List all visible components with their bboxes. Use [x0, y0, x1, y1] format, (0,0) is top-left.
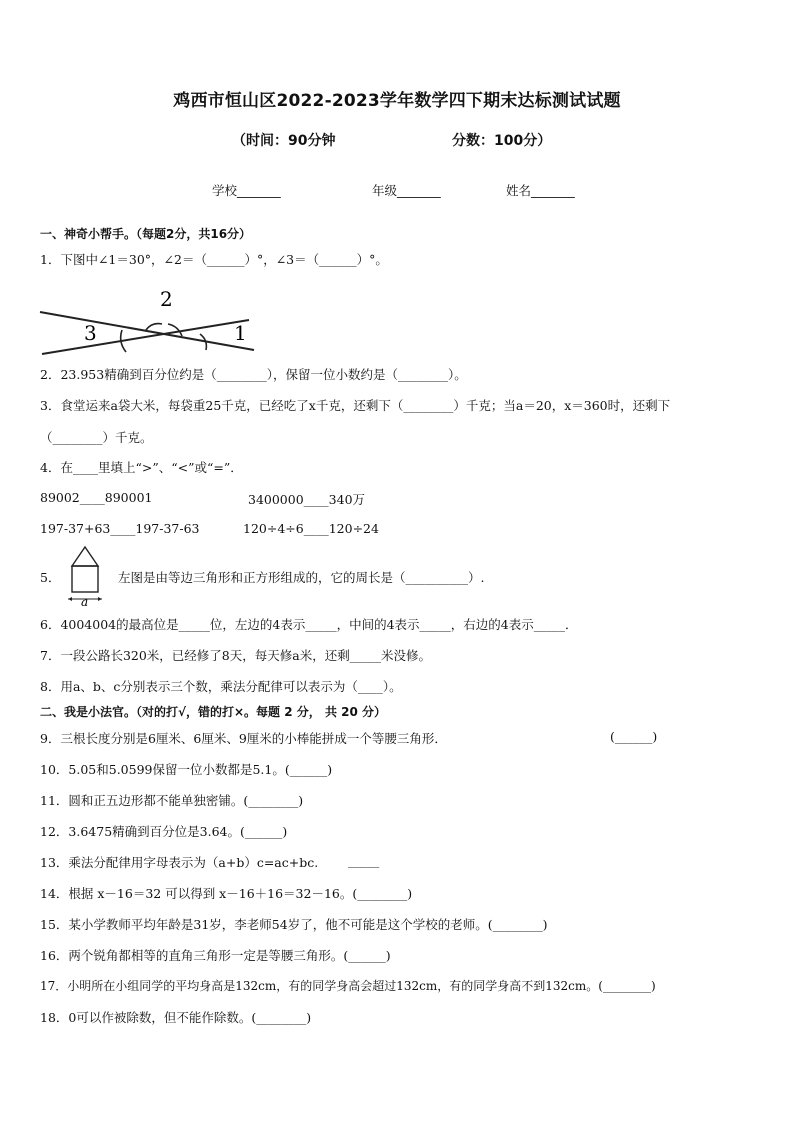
dimension-arrow-right — [98, 597, 102, 601]
arc-angle-2-left — [146, 324, 162, 330]
question-5-number: 5． — [40, 570, 61, 585]
question-18: 18．0可以作被除数，但不能作除数。(________) — [40, 1010, 312, 1025]
name-field: 姓名_______ — [506, 183, 575, 198]
question-9-blank: (______) — [610, 729, 658, 744]
dimension-arrow-left — [68, 597, 72, 601]
question-4-compare-b: 3400000____340万 — [248, 492, 366, 507]
diagram-line-a — [40, 312, 254, 350]
question-11: 11．圆和正五边形都不能单独密铺。(________) — [40, 793, 304, 808]
question-7: 7．一段公路长320米，已经修了8天，每天修a米，还剩_____米没修。 — [40, 648, 431, 663]
arc-angle-1 — [200, 334, 206, 350]
question-1: 1．下图中∠1＝30°，∠2＝（______）°，∠3＝（______）°。 — [40, 252, 388, 267]
school-field: 学校_______ — [212, 183, 281, 198]
side-label-a: a — [81, 595, 89, 608]
triangle-square-figure — [64, 544, 112, 608]
question-3-line1: 3．食堂运来a袋大米，每袋重25千克，已经吃了x千克，还剩下（________）千克；当a＝20，x＝360时，还剩下 — [40, 398, 671, 413]
question-14: 14．根据 x－16＝32 可以得到 x－16＋16＝32－16。(________) — [40, 886, 413, 901]
question-4: 4．在____里填上“>”、“<”或“=”． — [40, 460, 243, 475]
equilateral-triangle — [72, 547, 98, 566]
question-15: 15．某小学教师平均年龄是31岁，李老师54岁了，他不可能是这个学校的老师。(________) — [40, 917, 548, 932]
angle-label-1: 1 — [234, 321, 247, 345]
question-2: 2．23.953精确到百分位约是（________），保留一位小数约是（________）。 — [40, 367, 467, 382]
question-10: 10．5.05和5.0599保留一位小数都是5.1。(______) — [40, 762, 333, 777]
question-13-blank: _____ — [348, 853, 380, 868]
question-6: 6．4004004的最高位是_____位，左边的4表示_____，中间的4表示_____，右边的4表示_____． — [40, 617, 578, 632]
section1-heading: 一、神奇小帮手。（每题2分，共16分） — [40, 227, 252, 241]
section2-heading: 二、我是小法官。（对的打√，错的打×。每题 2 分， 共 20 分） — [40, 705, 386, 719]
question-5: 左图是由等边三角形和正方形组成的，它的周长是（__________）. — [118, 570, 485, 585]
question-3-line2: （________）千克。 — [40, 430, 153, 445]
question-4-compare-d: 120÷4÷6____120÷24 — [243, 521, 379, 536]
question-4-compare-c: 197-37+63____197-37-63 — [40, 521, 200, 536]
question-8: 8．用a、b、c分别表示三个数，乘法分配律可以表示为（____）。 — [40, 679, 402, 694]
square — [72, 566, 98, 592]
exam-score: 分数：100分） — [452, 133, 552, 149]
grade-field: 年级_______ — [372, 183, 441, 198]
question-16: 16．两个锐角都相等的直角三角形一定是等腰三角形。(______) — [40, 948, 391, 963]
angle-diagram — [34, 284, 264, 360]
question-9: 9．三根长度分别是6厘米、6厘米、9厘米的小棒能拼成一个等腰三角形． — [40, 731, 447, 746]
exam-time: （时间：90分钟 — [232, 133, 336, 149]
question-13: 13．乘法分配律用字母表示为（a+b）c=ac+bc. — [40, 855, 319, 870]
question-12: 12．3.6475精确到百分位是3.64。(______) — [40, 824, 288, 839]
page-title: 鸡西市恒山区2022-2023学年数学四下期末达标测试试题 — [173, 91, 621, 111]
question-17: 17．小明所在小组同学的平均身高是132cm，有的同学身高会超过132cm，有的同学身高不到132cm。(________) — [40, 979, 656, 993]
diagram-line-b — [42, 320, 249, 354]
question-4-compare-a: 89002____890001 — [40, 490, 153, 505]
angle-label-2: 2 — [160, 287, 173, 311]
angle-label-3: 3 — [84, 321, 97, 345]
